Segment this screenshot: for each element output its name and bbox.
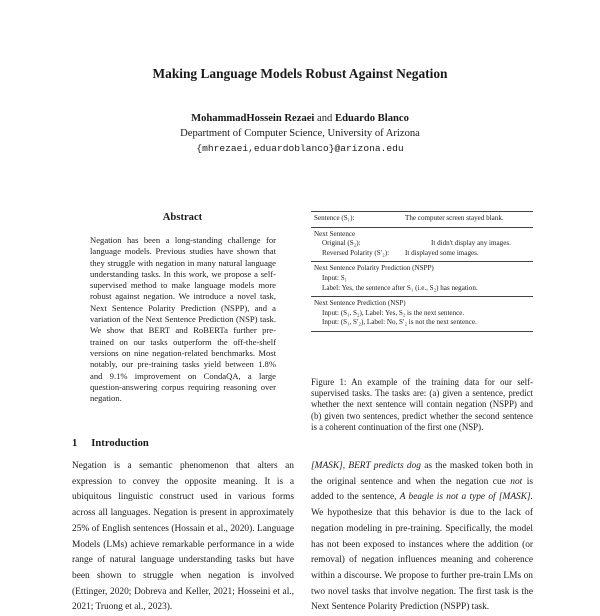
example-sentence: A beagle is not a type of [MASK]. [399, 492, 533, 503]
predicted-word: dog [406, 461, 421, 471]
reversed-label: Reversed Polarity (S′₂): [322, 248, 390, 257]
figure-1-box [311, 211, 533, 332]
intro-right-column [311, 459, 533, 616]
original-value: It didn't display any images. [431, 239, 511, 248]
reversed-value: It displayed some images. [405, 248, 479, 257]
nspp-input: Input: S₁ [322, 273, 348, 282]
abstract-text: Negation has been a long-standing challenge for language models. Previous studies have shown that they struggle with negation in many natural language understanding tasks. In this work, we propose a self-supervised method to make language models more robust against negation. We introduce a novel task, Next Sentence Polarity Prediction (NSPP), and a variation of the Next Sentence Prediction (NSP) task. We show that BERT and RoBERTa further pre-trained on our tasks outperform the off-the-shelf versions on nine negation-related benchmarks. Most notably, our pre-training tasks yield between 1.8% and 9.1% improvement on CondaQA, a large question-answering corpus requiring reasoning over negation. [90, 235, 276, 404]
figure-sentence-section [311, 211, 533, 227]
section-heading-introduction [72, 438, 163, 449]
original-label: Original (S₂): [322, 239, 361, 248]
nspp-label: Label: Yes, the sentence after S₁ (i.e., S₂) has negation. [322, 283, 478, 292]
author-1: MohammadHossein Rezaei [191, 113, 315, 124]
nsp-input-2: Input: (S₁, S′₂), Label: No, S′₂ is not the next sentence. [322, 318, 477, 327]
section-title: Introduction [91, 438, 149, 449]
nsp-input-1: Input: (S₁, S₂), Label: Yes, S₂ is the next sentence. [322, 308, 465, 317]
abstract-heading: Abstract [162, 212, 203, 223]
sentence-value: The computer screen stayed blank. [405, 214, 504, 222]
section-number: 1 [72, 438, 78, 449]
next-sentence-label: Next Sentence [314, 229, 356, 238]
figure-next-sentence-section [311, 227, 533, 262]
email: {mhrezaei,eduardoblanco}@arizona.edu [196, 143, 404, 154]
right-text-4: We hypothesize that this behavior is due to the lack of negation modeling in pre-training. Specifically, the model has not been exposed to instances where the addition (or removal) of negation influences meaning and coherence within a discourse. We propose to further pre-train LMs on two novel tasks that involve negation. The first task is the Next Sentence Polarity Prediction (NSPP) task. [311, 508, 533, 613]
sentence-label: Sentence (S₁): [314, 214, 355, 222]
figure-caption: Figure 1: An example of the training data for our self-supervised tasks. The tasks are: (a) given a sentence, predict whether the next sentence will contain negation (NSPP) and (b) given two sentences, predict whether the second sentence is a coherent continuation of the first one (NSP). [311, 377, 533, 432]
figure-nsp-section [311, 296, 533, 332]
author-conjunction: and [317, 113, 333, 124]
negation-cue: not [510, 476, 523, 487]
right-text-3: is added to the sentence, [311, 476, 534, 503]
right-text-2: as the masked token both in the original sentence and when the negation cue [311, 461, 534, 487]
nspp-title: Next Sentence Polarity Prediction (NSPP) [314, 264, 434, 273]
authors [0, 113, 600, 124]
author-2: Eduardo Blanco [335, 113, 409, 124]
intro-left-column: Negation is a semantic phenomenon that alters an expression to convey the opposite meaning. It is a ubiquitous linguistic construct used in various forms across all languages. Negation is present in approximately 25% of English sentences (Hossain et al., 2020). Language Models (LMs) achieve remarkable performance in a wide range of natural language understanding tasks but have been shown to struggle when negation is involved (Ettinger, 2020; Dobreva and Keller, 2021; Hosseini et al., 2021; Truong et al., 2023). [72, 461, 294, 613]
paper-title: Making Language Models Robust Against Negation [152, 66, 448, 81]
affiliation: Department of Computer Science, University of Arizona [180, 128, 420, 139]
figure-nspp-section [311, 261, 533, 296]
nsp-title: Next Sentence Prediction (NSP) [314, 299, 406, 308]
mask-token: [MASK], BERT predicts [311, 461, 404, 471]
